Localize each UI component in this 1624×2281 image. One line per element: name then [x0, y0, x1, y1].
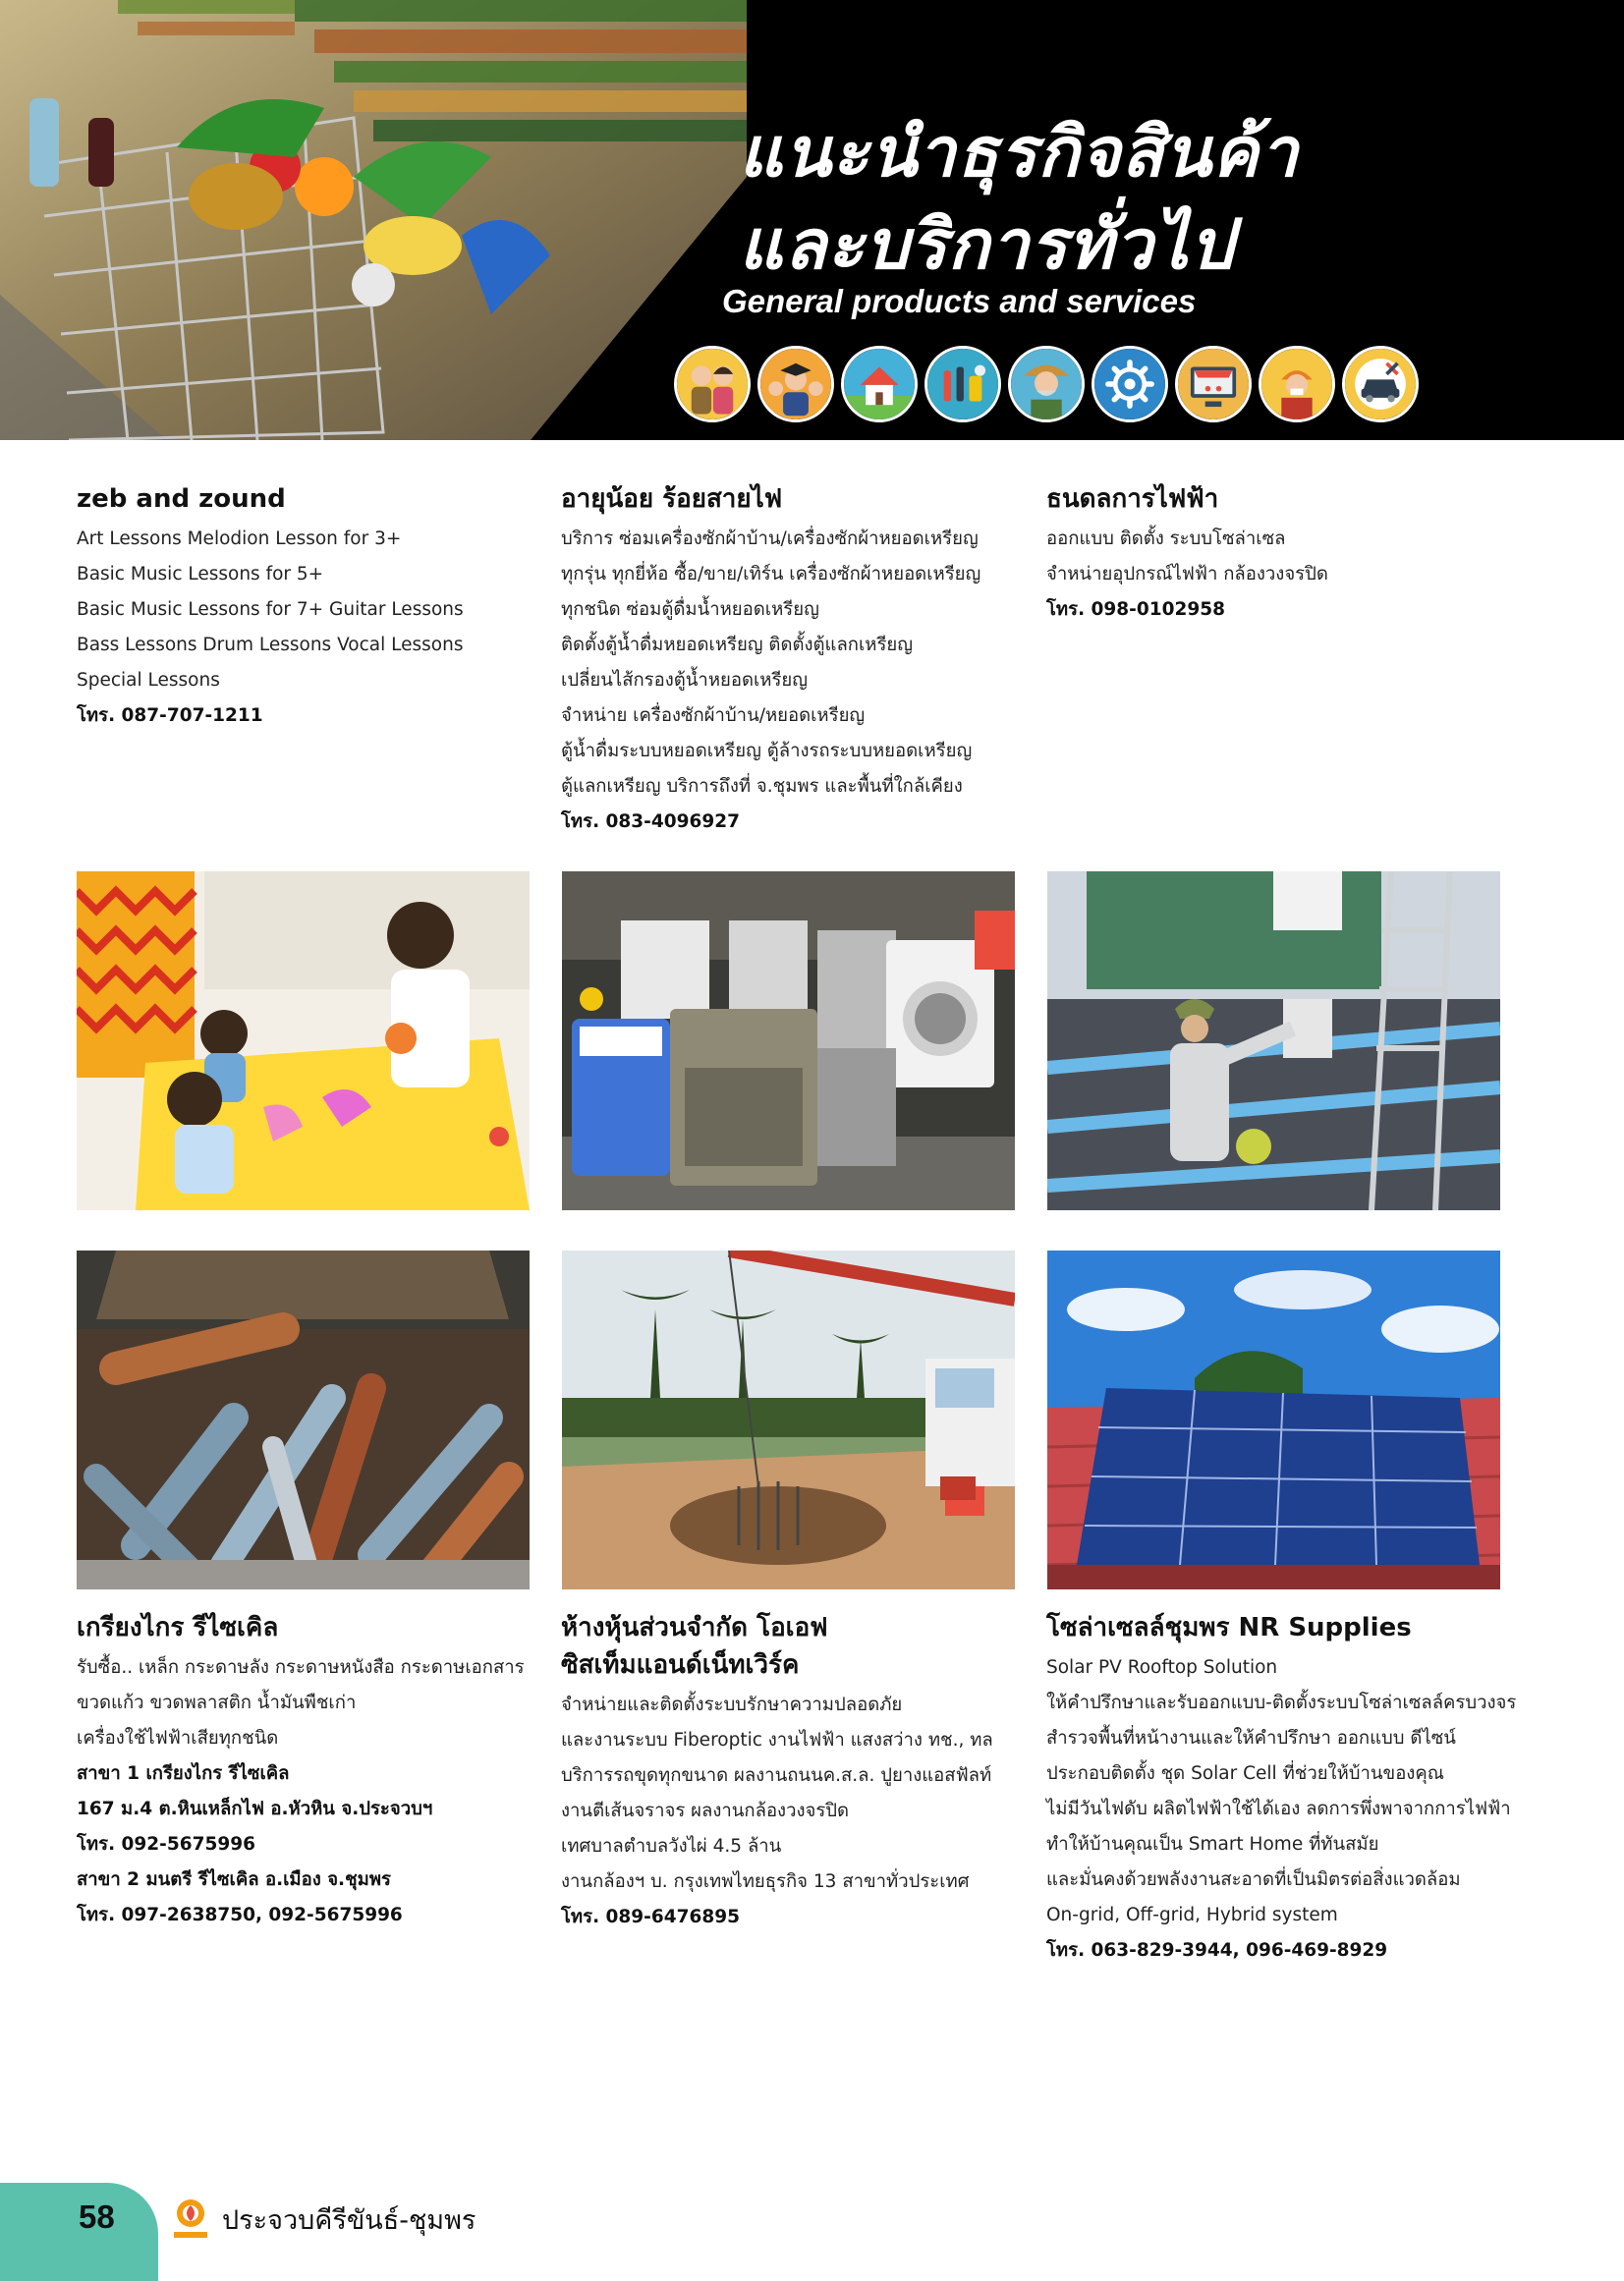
- description-line: ตู้น้ำดื่มระบบหยอดเหรียญ ตู้ล้างรถระบบหยอดเหรียญ: [561, 741, 973, 761]
- header-banner: [0, 0, 1624, 440]
- description-line: ไม่มีวันไฟดับ ผลิตไฟฟ้าใช้ได้เอง ลดการพึ่งพาจากการไฟฟ้า: [1046, 1799, 1511, 1819]
- car-repair-icon: [1342, 346, 1419, 422]
- description-line: Bass Lessons Drum Lessons Vocal Lessons: [77, 635, 464, 655]
- description-line: Art Lessons Melodion Lesson for 3+: [77, 529, 402, 549]
- phone-number: โทร. 089-6476895: [561, 1907, 740, 1927]
- description-line: และมั่นคงด้วยพลังงานสะอาดที่เป็นมิตรต่อสิ่งแวดล้อม: [1046, 1869, 1461, 1890]
- footer-location: ประจวบคีรีขันธ์-ชุมพร: [222, 2205, 476, 2236]
- business-name: zeb and zound: [77, 484, 286, 514]
- description-line: งานกล้องฯ บ. กรุงเทพไทยธุรกิจ 13 สาขาทั่วประเทศ: [561, 1871, 970, 1892]
- branch-1-title: สาขา 1 เกรียงไกร รีไซเคิล: [77, 1763, 290, 1784]
- graduates-icon: [757, 346, 834, 422]
- phone-number: โทร. 063-829-3944, 096-469-8929: [1046, 1940, 1388, 1961]
- branch-1-phone: โทร. 092-5675996: [77, 1834, 255, 1855]
- description-line: Basic Music Lessons for 5+: [77, 564, 324, 584]
- description-line: ทุกชนิด ซ่อมตู้ดื่มน้ำหยอดเหรียญ: [561, 599, 819, 620]
- worker-icon: [1259, 346, 1335, 422]
- description-line: ติดตั้งตู้น้ำดื่มหยอดเหรียญ ติดตั้งตู้แลกเหรียญ: [561, 635, 914, 655]
- branch-2-title: สาขา 2 มนตรี รีไซเคิล อ.เมือง จ.ชุมพร: [77, 1869, 391, 1890]
- description-line: เครื่องใช้ไฟฟ้าเสียทุกชนิด: [77, 1728, 279, 1749]
- page-subtitle: General products and services: [722, 283, 1197, 319]
- farmer-icon: [1008, 346, 1085, 422]
- listing-ayunoi: [561, 480, 1023, 840]
- listing-oif-system: [561, 1609, 1023, 1935]
- phone-number: โทร. 083-4096927: [561, 811, 740, 832]
- description-line: สำรวจพื้นที่หน้างานและให้คำปรึกษา ออกแบบ ดีไซน์: [1046, 1728, 1456, 1749]
- washing-machines-photo: [562, 871, 1015, 1210]
- branch-1-address: 167 ม.4 ต.หินเหล็กไฟ อ.หัวหิน จ.ประจวบฯ: [77, 1799, 433, 1819]
- description-line: งานตีเส้นจราจร ผลงานกล้องวงจรปิด: [561, 1801, 850, 1821]
- tools-icon: [924, 346, 1001, 422]
- business-name: อายุน้อย ร้อยสายไฟ: [561, 484, 783, 514]
- description-line: Basic Music Lessons for 7+ Guitar Lessons: [77, 599, 464, 620]
- business-name: ธนดลการไฟฟ้า: [1046, 484, 1219, 514]
- description-line: Special Lessons: [77, 670, 220, 691]
- business-name: เกรียงไกร รีไซเคิล: [77, 1613, 279, 1642]
- description-line: ตู้แลกเหรียญ บริการถึงที่ จ.ชุมพร และพื้นที่ใกล้เคียง: [561, 776, 963, 797]
- solar-technician-photo: [1047, 871, 1500, 1210]
- business-name-line-2: ซิสเท็มแอนด์เน็ทเวิร์ค: [561, 1650, 800, 1680]
- gear-icon: [1092, 346, 1168, 422]
- description-line: จำหน่าย เครื่องซักผ้าบ้าน/หยอดเหรียญ: [561, 705, 866, 726]
- music-class-photo: [77, 871, 530, 1210]
- description-line: และงานระบบ Fiberoptic งานไฟฟ้า แสงสว่าง ทช., ทล: [561, 1730, 993, 1751]
- description-line: Solar PV Rooftop Solution: [1046, 1657, 1278, 1678]
- description-line: ทุกรุ่น ทุกยี่ห้อ ซื้อ/ขาย/เทิร์น เครื่องซักผ้าหยอดเหรียญ: [561, 564, 981, 584]
- listing-nr-supplies: [1046, 1609, 1517, 1969]
- business-name-line-1: ห้างหุ้นส่วนจำกัด โอเอฟ: [561, 1613, 828, 1642]
- description-line: On-grid, Off-grid, Hybrid system: [1046, 1905, 1338, 1925]
- shopping-cart-photo: [0, 0, 747, 440]
- description-line: ออกแบบ ติดตั้ง ระบบโซล่าเซล: [1046, 529, 1286, 549]
- description-line: เทศบาลตำบลวังไผ่ 4.5 ล้าน: [561, 1836, 782, 1857]
- description-line: จำหน่ายและติดตั้งระบบรักษาความปลอดภัย: [561, 1695, 903, 1715]
- page-title: [739, 106, 1299, 291]
- description-line: ประกอบติดตั้ง ชุด Solar Cell ที่ช่วยให้บ้านของคุณ: [1046, 1763, 1444, 1784]
- online-shop-icon: [1175, 346, 1252, 422]
- phone-number: โทร. 098-0102958: [1046, 599, 1225, 620]
- business-name: [561, 1609, 1023, 1684]
- listing-zeb-and-zound: [77, 480, 538, 734]
- description-line: ทำให้บ้านคุณเป็น Smart Home ที่ทันสมัย: [1046, 1834, 1379, 1855]
- page-number: 58: [79, 2198, 115, 2235]
- branch-2-phone: โทร. 097-2638750, 092-5675996: [77, 1905, 403, 1925]
- title-line-1: แนะนำธุรกิจสินค้า: [739, 112, 1300, 193]
- phone-number: โทร. 087-707-1211: [77, 705, 263, 726]
- solar-panels-photo: [1047, 1251, 1500, 1589]
- description-line: บริการ ซ่อมเครื่องซักผ้าบ้าน/เครื่องซักผ้าหยอดเหรียญ: [561, 529, 979, 549]
- officials-icon: [674, 346, 751, 422]
- description-line: จำหน่ายอุปกรณ์ไฟฟ้า กล้องวงจรปิด: [1046, 564, 1328, 584]
- home-icon: [841, 346, 918, 422]
- construction-site-photo: [562, 1251, 1015, 1589]
- business-name: โซล่าเซลล์ชุมพร NR Supplies: [1046, 1613, 1412, 1642]
- description-line: รับซื้อ.. เหล็ก กระดาษลัง กระดาษหนังสือ กระดาษเอกสาร: [77, 1657, 525, 1678]
- scrap-metal-photo: [77, 1251, 530, 1589]
- magazine-logo-icon: [172, 2197, 209, 2242]
- listing-thanadon: [1046, 480, 1508, 628]
- category-icon-row: [674, 346, 1419, 422]
- title-line-2: และบริการทั่วไป: [739, 204, 1235, 285]
- description-line: เปลี่ยนไส้กรองตู้น้ำหยอดเหรียญ: [561, 670, 809, 691]
- description-line: ให้คำปรึกษาและรับออกแบบ-ติดตั้งระบบโซล่าเซลล์ครบวงจร: [1046, 1693, 1517, 1713]
- description-line: บริการรถขุดทุกขนาด ผลงานถนนค.ส.ล. ปูยางแอสฟัลท์: [561, 1765, 992, 1786]
- description-line: ขวดแก้ว ขวดพลาสติก น้ำมันพืชเก่า: [77, 1693, 357, 1713]
- listing-kriangkrai-recycle: [77, 1609, 538, 1933]
